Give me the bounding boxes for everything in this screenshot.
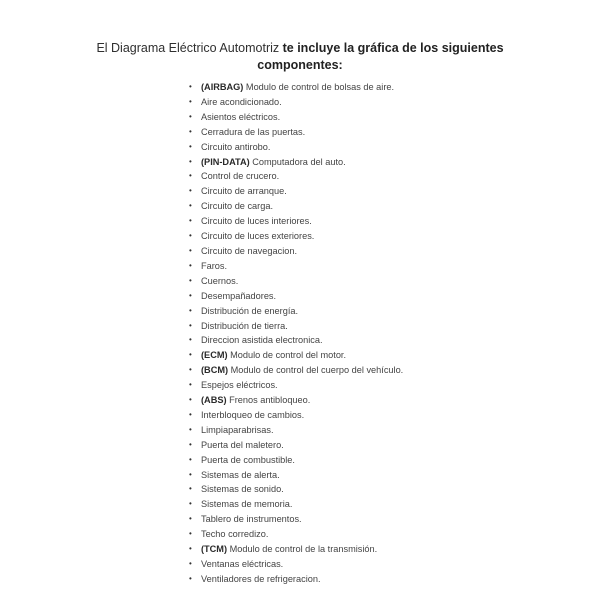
bullet-icon: • <box>189 216 192 226</box>
item-text: Desempañadores. <box>201 290 277 301</box>
bullet-icon: • <box>189 424 192 434</box>
item-text: Sistemas de sonido. <box>201 484 284 495</box>
bullet-icon: • <box>189 409 192 419</box>
bullet-icon: • <box>189 529 192 539</box>
bullet-icon: • <box>189 141 192 151</box>
item-acronym: (ECM) <box>201 350 228 361</box>
bullet-icon: • <box>189 245 192 255</box>
list-item <box>189 95 403 110</box>
list-item <box>189 110 403 125</box>
heading-bold-text: te incluye la gráfica de los siguientes <box>282 41 504 55</box>
item-text: Control de crucero. <box>201 171 280 182</box>
list-item <box>189 482 403 497</box>
bullet-icon: • <box>189 320 192 330</box>
item-text: Circuito de luces exteriores. <box>201 231 315 242</box>
list-item <box>189 244 403 259</box>
item-text: Aire acondicionado. <box>201 96 282 107</box>
list-item <box>189 468 403 483</box>
item-text: Distribución de energía. <box>201 305 299 316</box>
list-item <box>189 393 403 408</box>
list-item <box>189 140 403 155</box>
component-list <box>189 80 403 587</box>
item-text: Sistemas de alerta. <box>201 469 280 480</box>
item-text: Puerta de combustible. <box>201 454 295 465</box>
list-item <box>189 348 403 363</box>
item-text: Tablero de instrumentos. <box>201 514 302 525</box>
list-item <box>189 169 403 184</box>
item-text: Circuito de arranque. <box>201 186 287 197</box>
list-item <box>189 512 403 527</box>
bullet-icon: • <box>189 544 192 554</box>
item-text: Frenos antibloqueo. <box>229 395 311 406</box>
heading-line-1 <box>0 40 600 57</box>
bullet-icon: • <box>189 156 192 166</box>
bullet-icon: • <box>189 290 192 300</box>
bullet-icon: • <box>189 335 192 345</box>
page-heading <box>0 40 600 74</box>
item-text: Ventanas eléctricas. <box>201 559 284 569</box>
bullet-icon: • <box>189 350 192 360</box>
item-acronym: (TCM) <box>201 544 228 555</box>
bullet-icon: • <box>189 201 192 211</box>
item-text: Circuito antirobo. <box>201 141 271 152</box>
bullet-icon: • <box>189 82 192 91</box>
heading-line-2: componentes: <box>257 58 343 72</box>
item-text: Distribución de tierra. <box>201 320 288 331</box>
list-item <box>189 542 403 557</box>
item-text: Cerradura de las puertas. <box>201 126 306 137</box>
bullet-icon: • <box>189 380 192 390</box>
item-text: Circuito de luces interiores. <box>201 216 312 227</box>
item-acronym: (AIRBAG) <box>201 82 244 92</box>
list-item <box>189 125 403 140</box>
list-item <box>189 229 403 244</box>
list-item <box>189 408 403 423</box>
bullet-icon: • <box>189 514 192 524</box>
item-text: Modulo de control de la transmisión. <box>229 544 378 555</box>
item-text: Techo corredizo. <box>201 529 269 540</box>
bullet-icon: • <box>189 186 192 196</box>
bullet-icon: • <box>189 454 192 464</box>
list-item <box>189 527 403 542</box>
list-item <box>189 378 403 393</box>
item-acronym: (ABS) <box>201 395 227 406</box>
list-item <box>189 199 403 214</box>
list-item <box>189 289 403 304</box>
item-text: Puerta del maletero. <box>201 439 284 450</box>
bullet-icon: • <box>189 559 192 568</box>
item-text: Interbloqueo de cambios. <box>201 409 305 420</box>
list-item <box>189 155 403 170</box>
list-item <box>189 423 403 438</box>
item-text: Modulo de control del motor. <box>230 350 347 361</box>
bullet-icon: • <box>189 126 192 136</box>
list-item <box>189 363 403 378</box>
item-text: Limpiaparabrisas. <box>201 424 274 435</box>
list-item <box>189 259 403 274</box>
item-text: Modulo de control del cuerpo del vehículo. <box>230 365 404 376</box>
bullet-icon: • <box>189 171 192 181</box>
item-acronym: (BCM) <box>201 365 229 376</box>
bullet-icon: • <box>189 96 192 106</box>
item-text: Circuito de carga. <box>201 201 274 212</box>
bullet-icon: • <box>189 484 192 494</box>
item-text: Computadora del auto. <box>252 156 346 167</box>
list-item <box>189 557 403 572</box>
bullet-icon: • <box>189 499 192 509</box>
item-text: Espejos eléctricos. <box>201 380 278 391</box>
list-item <box>189 333 403 348</box>
item-text: Sistemas de memoria. <box>201 499 293 510</box>
list-item <box>189 304 403 319</box>
item-text: Modulo de control de bolsas de aire. <box>245 82 395 92</box>
list-item <box>189 80 403 95</box>
bullet-icon: • <box>189 260 192 270</box>
list-item <box>189 319 403 334</box>
list-item <box>189 274 403 289</box>
list-item <box>189 438 403 453</box>
bullet-icon: • <box>189 469 192 479</box>
list-item <box>189 572 403 587</box>
list-item <box>189 497 403 512</box>
item-text: Direccion asistida electronica. <box>201 335 323 346</box>
item-text: Faros. <box>201 260 228 271</box>
list-item <box>189 214 403 229</box>
bullet-icon: • <box>189 365 192 375</box>
bullet-icon: • <box>189 111 192 121</box>
bullet-icon: • <box>189 231 192 241</box>
item-text: Circuito de navegacion. <box>201 245 298 256</box>
list-item <box>189 184 403 199</box>
item-text: Ventiladores de refrigeracion. <box>201 573 321 584</box>
item-text: Cuernos. <box>201 275 239 286</box>
bullet-icon: • <box>189 573 192 583</box>
item-acronym: (PIN-DATA) <box>201 156 250 167</box>
bullet-icon: • <box>189 439 192 449</box>
bullet-icon: • <box>189 305 192 315</box>
list-item <box>189 453 403 468</box>
bullet-icon: • <box>189 275 192 285</box>
bullet-icon: • <box>189 395 192 405</box>
item-text: Asientos eléctricos. <box>201 111 281 122</box>
heading-plain-text: El Diagrama Eléctrico Automotriz <box>96 41 280 55</box>
